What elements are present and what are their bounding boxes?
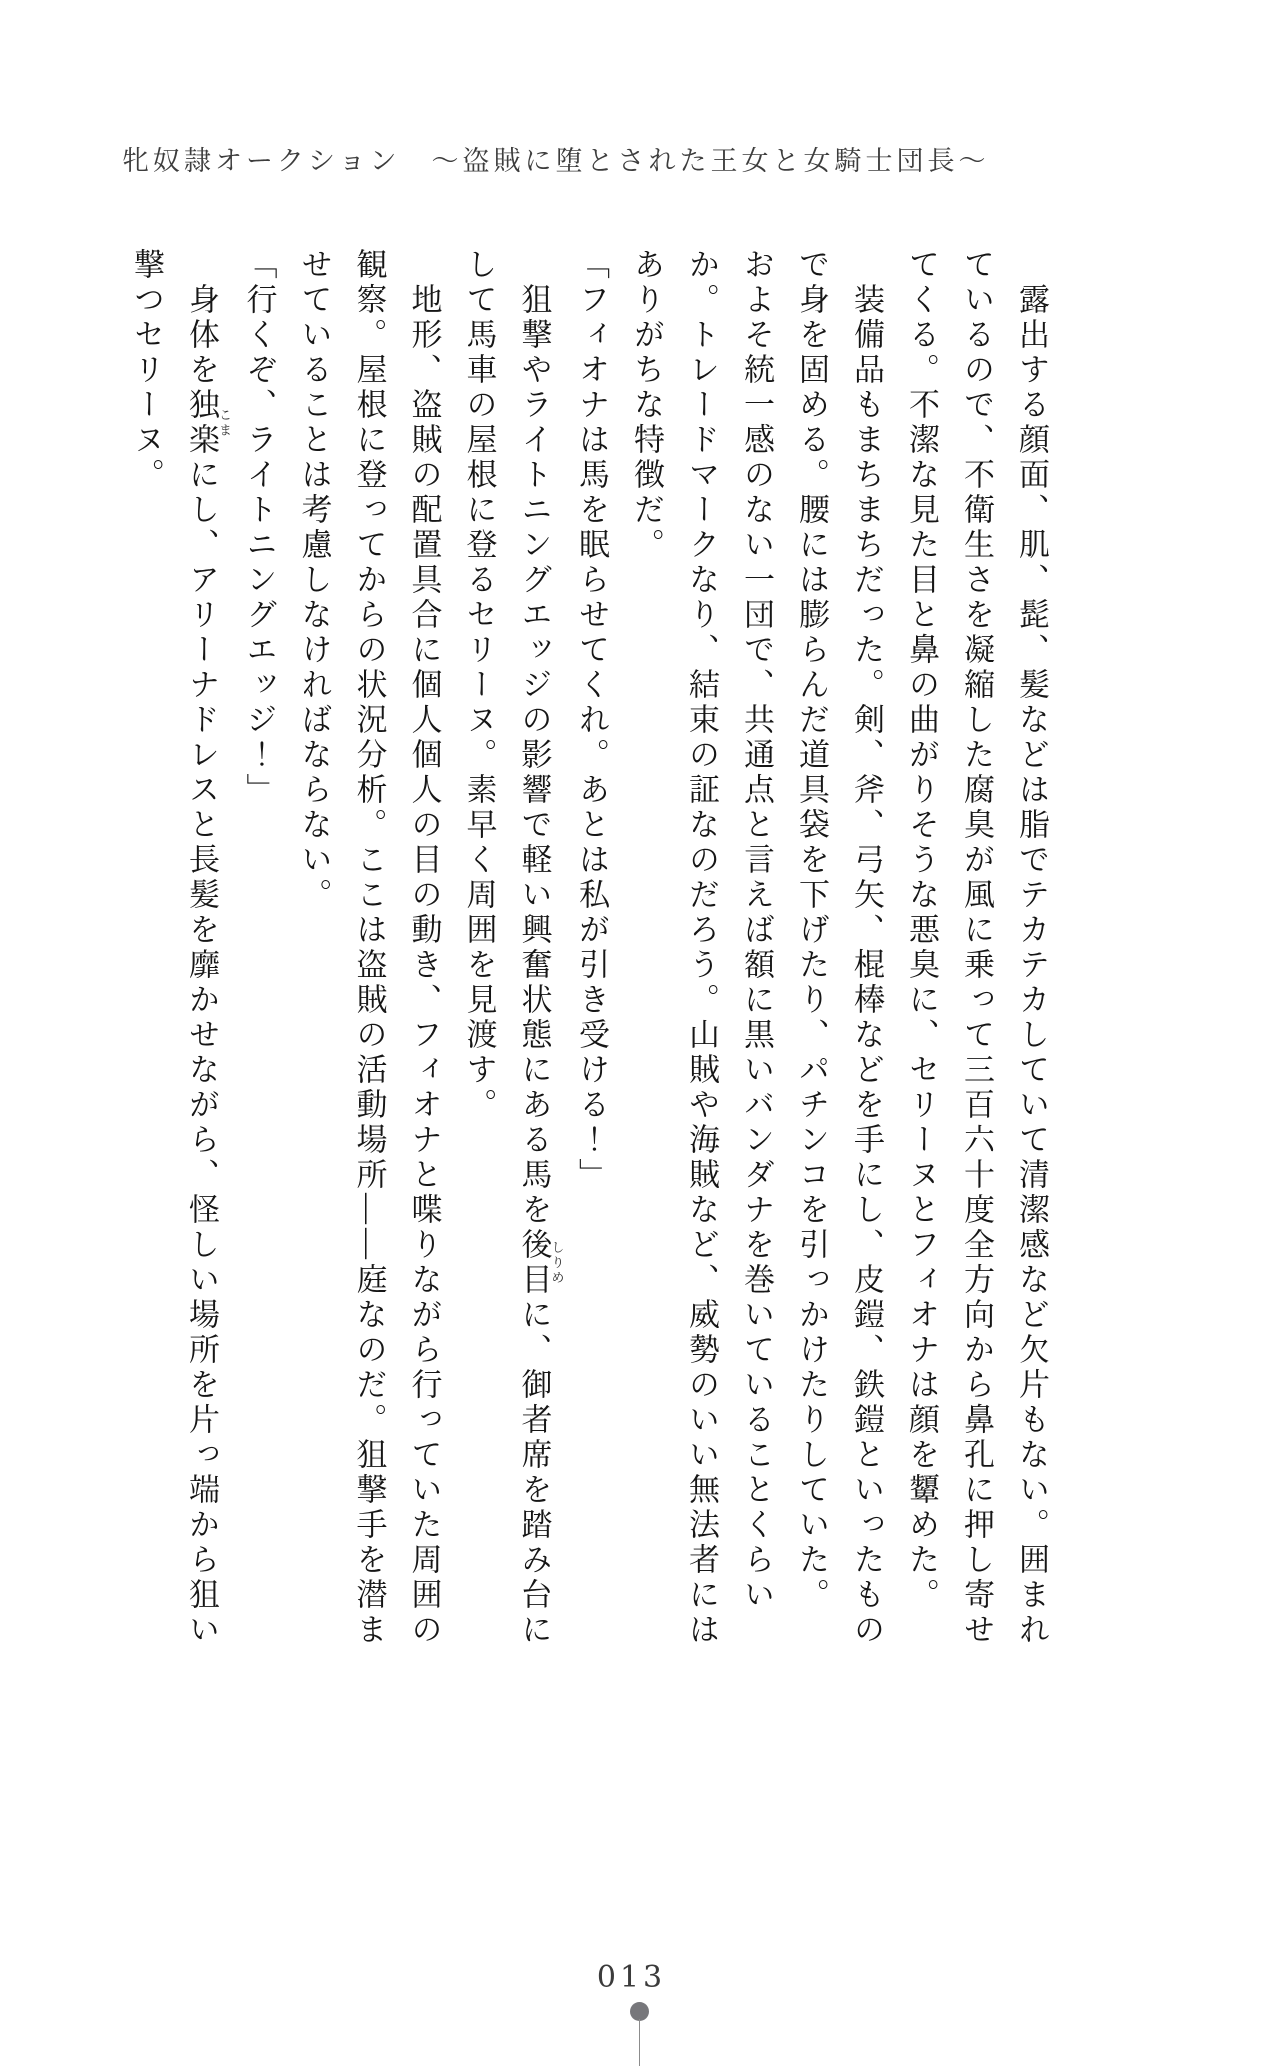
- text-column: ありがちな特徴だ。: [629, 248, 664, 563]
- text-column: 狙撃やライトニングエッジの影響で軽い興奮状態にある馬を後目しりめに、御者席を踏み台に: [516, 283, 565, 1648]
- text-column: およそ統一感のない一団で、共通点と言えば額に黒いバンダナを巻いていることくらい: [739, 248, 774, 1613]
- text-column: 撃つセリーヌ。: [129, 248, 164, 493]
- ruby-annotated-word: 独楽こま: [184, 388, 232, 458]
- text-column: せていることは考慮しなければならない。: [296, 248, 332, 913]
- text-column: 観察。屋根に登ってからの状況分析。ここは盗賊の活動場所――庭なのだ。狙撃手を潜ま: [351, 248, 387, 1648]
- footer-line-ornament: [639, 2019, 640, 2066]
- text-column: てくる。不潔な見た目と鼻の曲がりそうな悪臭に、セリーヌとフィオナは顔を顰めた。: [904, 248, 939, 1613]
- text-column: 「フィオナは馬を眠らせてくれ。あとは私が引き受ける！」: [574, 248, 609, 1193]
- text-column: か。トレードマークなり、結束の証なのだろう。山賊や海賊など、威勢のいい無法者には: [684, 248, 719, 1648]
- text-column: 装備品もまちまちだった。剣、斧、弓矢、棍棒などを手にし、皮鎧、鉄鎧といったもの: [849, 283, 884, 1648]
- text-column: で身を固める。腰には膨らんだ道具袋を下げたり、パチンコを引っかけたりしていた。: [794, 248, 829, 1613]
- running-head-title: 牝奴隷オークション ～盗賊に堕とされた王女と女騎士団長～: [122, 146, 990, 176]
- text-column: 身体を独楽こまにし、アリーナドレスと長髪を靡かせながら、怪しい場所を片っ端から狙い: [184, 283, 232, 1648]
- ruby-annotated-word: 後目しりめ: [516, 1228, 565, 1298]
- text-column: して馬車の屋根に登るセリーヌ。素早く周囲を見渡す。: [461, 248, 497, 1123]
- text-column: 露出する顔面、肌、髭、髪などは脂でテカテカしていて清潔感など欠片もない。囲まれ: [1014, 283, 1049, 1648]
- vertical-text-body: [119, 248, 1059, 1662]
- text-column: 地形、盗賊の配置具合に個人個人の目の動き、フィオナと喋りながら行っていた周囲の: [406, 283, 442, 1648]
- page-number: 013: [596, 1960, 667, 1995]
- text-column: 「行くぞ、ライトニングエッジ！」: [241, 248, 277, 808]
- text-column: ているので、不衛生さを凝縮した腐臭が風に乗って三百六十度全方向から鼻孔に押し寄せ: [959, 248, 994, 1648]
